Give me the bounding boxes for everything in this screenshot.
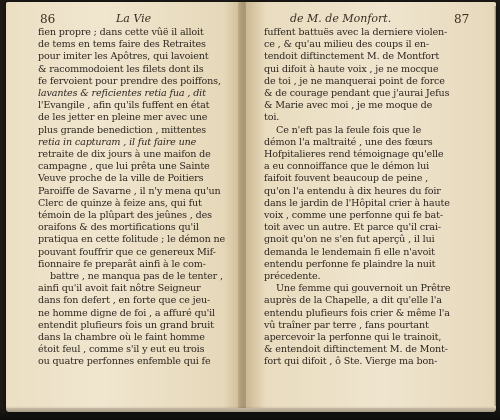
text-line: lavantes & reficientes retia fua , dit — [38, 88, 206, 100]
text-line: & racommodoient les filets dont ils — [38, 63, 204, 75]
text-line: entendit plufieurs fois un grand bruit — [38, 319, 214, 331]
text-line: tendoit diftinctement M. de Montfort — [264, 51, 440, 63]
page-edges — [494, 6, 496, 406]
right-running-title: de M. de Monfort. — [290, 12, 392, 25]
text-line: pratiqua en cette folitude ; le démon ne — [38, 234, 226, 246]
text-line: Paroiffe de Savarne , il n'y mena qu'un — [38, 185, 221, 197]
text-line: a eu connoiffance que le démon lui — [264, 161, 430, 173]
text-line: demanda le lendemain fi elle n'avoit — [264, 246, 435, 258]
text-line: pouvant fouffrir que ce genereux Mif- — [38, 246, 216, 258]
text-line: pour imiter les Apôtres, qui lavoient — [38, 51, 209, 63]
text-line: ne homme digne de foi , a affuré qu'il — [38, 307, 215, 319]
text-line: plus grande benediction , mittentes — [38, 124, 207, 136]
text-line: battre , ne manqua pas de le tenter , — [50, 271, 223, 283]
text-line: ainfi qu'il avoit fait nôtre Seigneur — [38, 283, 201, 295]
text-line: Ce n'eft pas la feule fois que le — [276, 124, 422, 136]
text-line: vû traîner par terre , fans pourtant — [264, 319, 429, 331]
text-line: ou quatre perfonnes enfemble qui fe — [38, 356, 211, 368]
text-line: de toi , je ne manquerai point de force — [264, 75, 445, 87]
text-line: & de courage pendant que j'aurai Jefus — [264, 88, 450, 100]
text-line: voix , comme une perfonne qui fe bat- — [264, 210, 443, 222]
text-line: retia in capturam , il fut faire une — [38, 136, 197, 148]
text-line: & entendoit diftinctement M. de Mont- — [264, 344, 448, 356]
text-line: de tems en tems faire des Retraites — [38, 39, 206, 51]
text-line: auprès de la Chapelle, a dit qu'elle l'a — [264, 295, 442, 307]
left-page-text — [38, 27, 234, 369]
left-page — [6, 2, 242, 408]
right-page — [246, 2, 496, 408]
text-line: ce , & qu'au milieu des coups il en- — [264, 39, 430, 51]
text-line: étoit feul , comme s'il y eut eu trois — [38, 344, 205, 356]
text-line: qu'on l'a entendu à dix heures du foir — [264, 185, 441, 197]
text-line: toi. — [264, 112, 280, 124]
text-line: Une femme qui gouvernoit un Prêtre — [276, 283, 451, 295]
text-line: fien propre ; dans cette vûë il alloit — [38, 27, 204, 38]
text-line: fionnaire fe preparât ainfi à le com- — [38, 258, 206, 270]
text-line: de les jetter en pleine mer avec une — [38, 112, 208, 124]
left-running-title: La Vie — [116, 12, 152, 25]
text-line: fort qui difoit , ô Ste. Vierge ma bon- — [264, 356, 438, 368]
text-line: précedente. — [264, 271, 321, 283]
text-line: apercevoir la perfonne qui le trainoit, — [264, 332, 442, 344]
text-line: dans la chambre où le faint homme — [38, 332, 205, 344]
open-book — [6, 2, 496, 412]
text-line: Clerc de quinze à feize ans, qui fut — [38, 197, 202, 209]
text-line: toit avec un autre. Et parce qu'il crai- — [264, 222, 441, 234]
text-line: & Marie avec moi , je me moque de — [264, 100, 433, 112]
text-line: témoin de la plûpart des jeûnes , des — [38, 210, 212, 222]
text-line: gnoit qu'on ne s'en fut aperçû , il lui — [264, 234, 435, 246]
left-page-number: 86 — [40, 12, 56, 26]
text-line: oraifons & des mortifications qu'il — [38, 222, 199, 234]
text-line: dans le jardin de l'Hôpital crier à haute — [264, 197, 450, 209]
text-line: Hofpitalieres rend témoignage qu'elle — [264, 149, 444, 161]
text-line: entendu plufieurs fois crier & même l'a — [264, 307, 450, 319]
text-line: retraite de dix jours à une maifon de — [38, 149, 211, 161]
text-line: Veuve proche de la ville de Poitiers — [38, 173, 204, 185]
text-line: démon l'a maltraité , une des fœurs — [264, 136, 433, 148]
right-page-text — [264, 27, 476, 369]
text-line: entendu perfonne fe plaindre la nuit — [264, 258, 436, 270]
right-page-number: 87 — [454, 12, 470, 26]
text-line: l'Evangile , afin qu'ils fuffent en état — [38, 100, 210, 112]
text-line: dans fon defert , en forte que ce jeu- — [38, 295, 211, 307]
text-line: qui difoit à haute voix , je ne mocque — [264, 63, 439, 75]
text-line: campagne , que lui prêta une Sainte — [38, 161, 210, 173]
text-line: faifoit fouvent beaucoup de peine , — [264, 173, 429, 185]
text-line: fuffent battuës avec la derniere violen- — [264, 27, 448, 38]
text-line: fe fervoient pour prendre des poiffons, — [38, 75, 221, 87]
bottom-shadow — [0, 406, 500, 420]
